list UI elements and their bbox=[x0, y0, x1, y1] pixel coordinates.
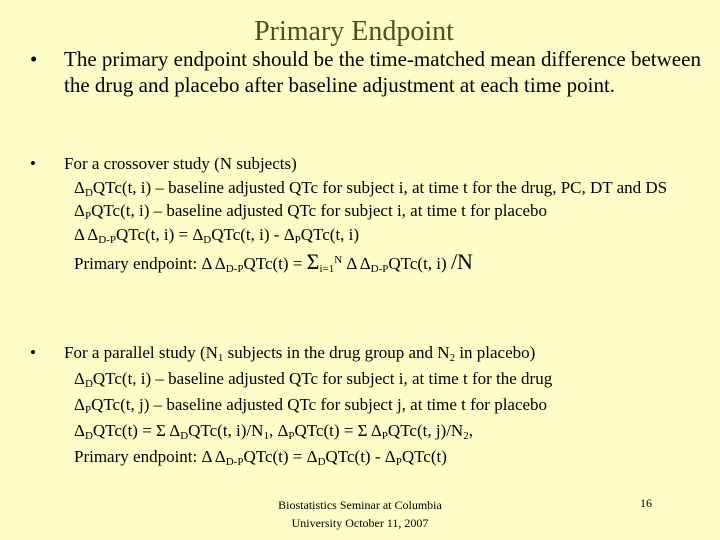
crossover-line-placebo: $\Delta_PQTc(t$, i) – baseline adjusted QTc for subject i, at time t for placebo bbox=[74, 201, 548, 222]
bullet-icon: • bbox=[30, 343, 36, 362]
bullet-parallel-study bbox=[30, 340, 710, 470]
crossover-primary-endpoint: Primary endpoint: Δ $\Delta_{D-P}QTc(t) = \Sigma_{i=1}^N$ Δ $\Delta_{D-P}QTc(t$, i) /N bbox=[74, 249, 473, 275]
parallel-primary-endpoint: Primary endpoint: Δ $\Delta_{D-P}QTc(t) = \Delta_DQTc(t) - \Delta_PQTc(t)$ bbox=[74, 447, 447, 468]
bullet-icon: • bbox=[30, 47, 38, 71]
bullet-text bbox=[64, 152, 710, 276]
page-number: 16 bbox=[640, 496, 652, 510]
parallel-heading: For a parallel study ($N_1$ subjects in the drug group and $N_2$ in placebo) bbox=[64, 343, 536, 364]
slide-footer: Biostatistics Seminar at Columbia University October 11, 2007 bbox=[278, 498, 442, 530]
crossover-line-difference: Δ $\Delta_{D-P}QTc(t$, $i) = \Delta_DQTc(t$, $i) - \Delta_PQTc(t$, i) bbox=[74, 224, 360, 246]
crossover-line-drug: $\Delta_DQTc(t$, i) – baseline adjusted QTc for subject i, at time t for the drug, PC, DT and DS bbox=[74, 177, 668, 199]
bullet-icon: • bbox=[30, 154, 36, 173]
crossover-heading: For a crossover study (N subjects) bbox=[64, 154, 297, 173]
bullet-text bbox=[64, 340, 710, 470]
parallel-line-means: $\Delta_DQTc(t) = \Sigma$ $\Delta_DQTc(t$, $i)/N_1$, $\Delta_PQTc(t) = \Sigma$ $\Delta_PQTc(t$, $j)/N_2$, bbox=[74, 421, 473, 442]
slide-title: Primary Endpoint bbox=[254, 16, 454, 47]
bullet-crossover-study bbox=[30, 152, 710, 276]
bullet-text: The primary endpoint should be the time-matched mean difference between the drug and placebo after baseline adjustment at each time point. bbox=[64, 47, 701, 97]
parallel-line-drug: $\Delta_DQTc(t$, i) – baseline adjusted QTc for subject i, at time t for the drug bbox=[74, 369, 553, 390]
bullet-primary-endpoint bbox=[30, 46, 710, 98]
parallel-line-placebo: $\Delta_PQTc(t$, j) – baseline adjusted QTc for subject j, at time t for placebo bbox=[74, 395, 548, 416]
